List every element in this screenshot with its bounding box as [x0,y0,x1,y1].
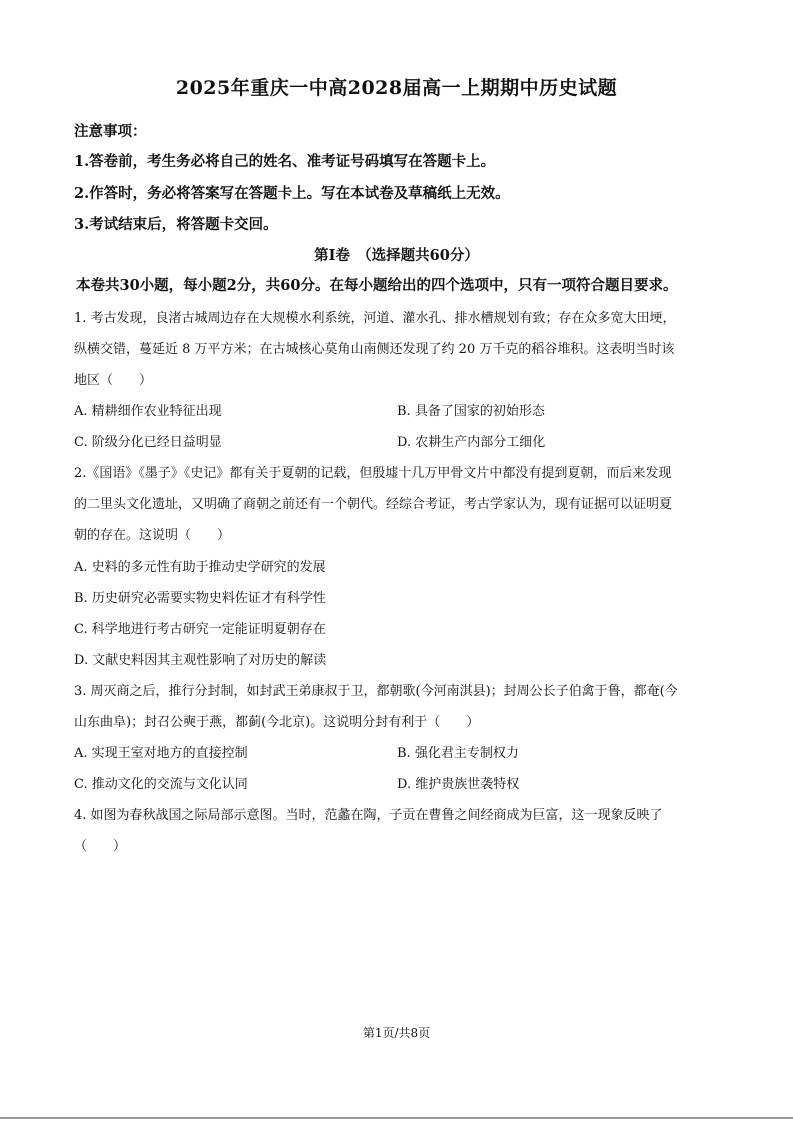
question-2-stem: 的二里头文化遗址，又明确了商朝之前还有一个朝代。经综合考证，考古学家认为，现有证据可以证明夏 [74,497,673,512]
notice-item: 2.作答时，务必将答案写在答题卡上。写在本试卷及草稿纸上无效。 [74,185,510,202]
question-4-stem: 4. 如图为春秋战国之际局部示意图。当时，范蠡在陶，子贡在曹鲁之间经商成为巨富，这一现象反映了 [74,808,663,823]
section-heading: 第Ⅰ卷 （选择题共60分） [314,247,479,264]
page-title: 2025年重庆一中高2028届高一上期期中历史试题 [175,77,618,99]
question-2-stem: 2.《国语》《墨子》《史记》都有关于夏朝的记载，但殷墟十几万甲骨文片中都没有提到夏朝，而后来发现 [74,466,672,481]
question-3-option-c: C. 推动文化的交流与文化认同 [74,777,248,792]
question-1-stem: 地区（ ） [74,373,153,388]
question-3-option-a: A. 实现王室对地方的直接控制 [74,746,248,761]
question-3-option-b: B. 强化君主专制权力 [397,746,519,761]
question-2-stem: 朝的存在。这说明（ ） [74,528,231,543]
question-3-stem: 3. 周灭商之后，推行分封制，如封武王弟康叔于卫，都朝歌(今河南淇县)；封周公长子伯禽于鲁，都奄(今 [74,684,678,699]
notice-heading: 注意事项： [74,123,147,140]
notice-item: 3.考试结束后，将答题卡交回。 [74,216,278,233]
question-1-option-b: B. 具备了国家的初始形态 [397,404,545,419]
question-3-option-d: D. 维护贵族世袭特权 [397,777,520,792]
question-1-option-d: D. 农耕生产内部分工细化 [397,435,546,450]
question-2-option-a: A. 史料的多元性有助于推动史学研究的发展 [74,560,326,575]
notice-item: 1.答卷前，考生务必将自己的姓名、准考证号码填写在答题卡上。 [74,153,496,170]
question-2-option-b: B. 历史研究必需要实物史料佐证才有科学性 [74,591,326,606]
question-1-stem: 1. 考古发现，良渚古城周边存在大规模水利系统，河道、灌水孔、排水槽规划有致；存在众多宽大田埂， [74,311,676,326]
question-1-stem: 纵横交错，蔓延近 8 万平方米；在古城核心莫角山南侧还发现了约 20 万千克的稻谷堆积。这表明当时该 [74,342,675,357]
question-3-stem: 山东曲阜)；封召公奭于燕，都蓟(今北京)。这说明分封有利于（ ） [74,715,480,730]
question-2-option-c: C. 科学地进行考古研究一定能证明夏朝存在 [74,622,326,637]
question-4-stem: （ ） [74,839,127,854]
question-2-option-d: D. 文献史料因其主观性影响了对历史的解读 [74,653,327,668]
section-instruction: 本卷共30小题，每小题2分，共60分。在每小题给出的四个选项中，只有一项符合题目要求。 [76,277,678,294]
question-1-option-c: C. 阶级分化已经日益明显 [74,435,222,450]
page-footer: 第1页/共8页 [362,1026,431,1040]
question-1-option-a: A. 精耕细作农业特征出现 [74,404,222,419]
bottom-divider [0,1117,793,1119]
